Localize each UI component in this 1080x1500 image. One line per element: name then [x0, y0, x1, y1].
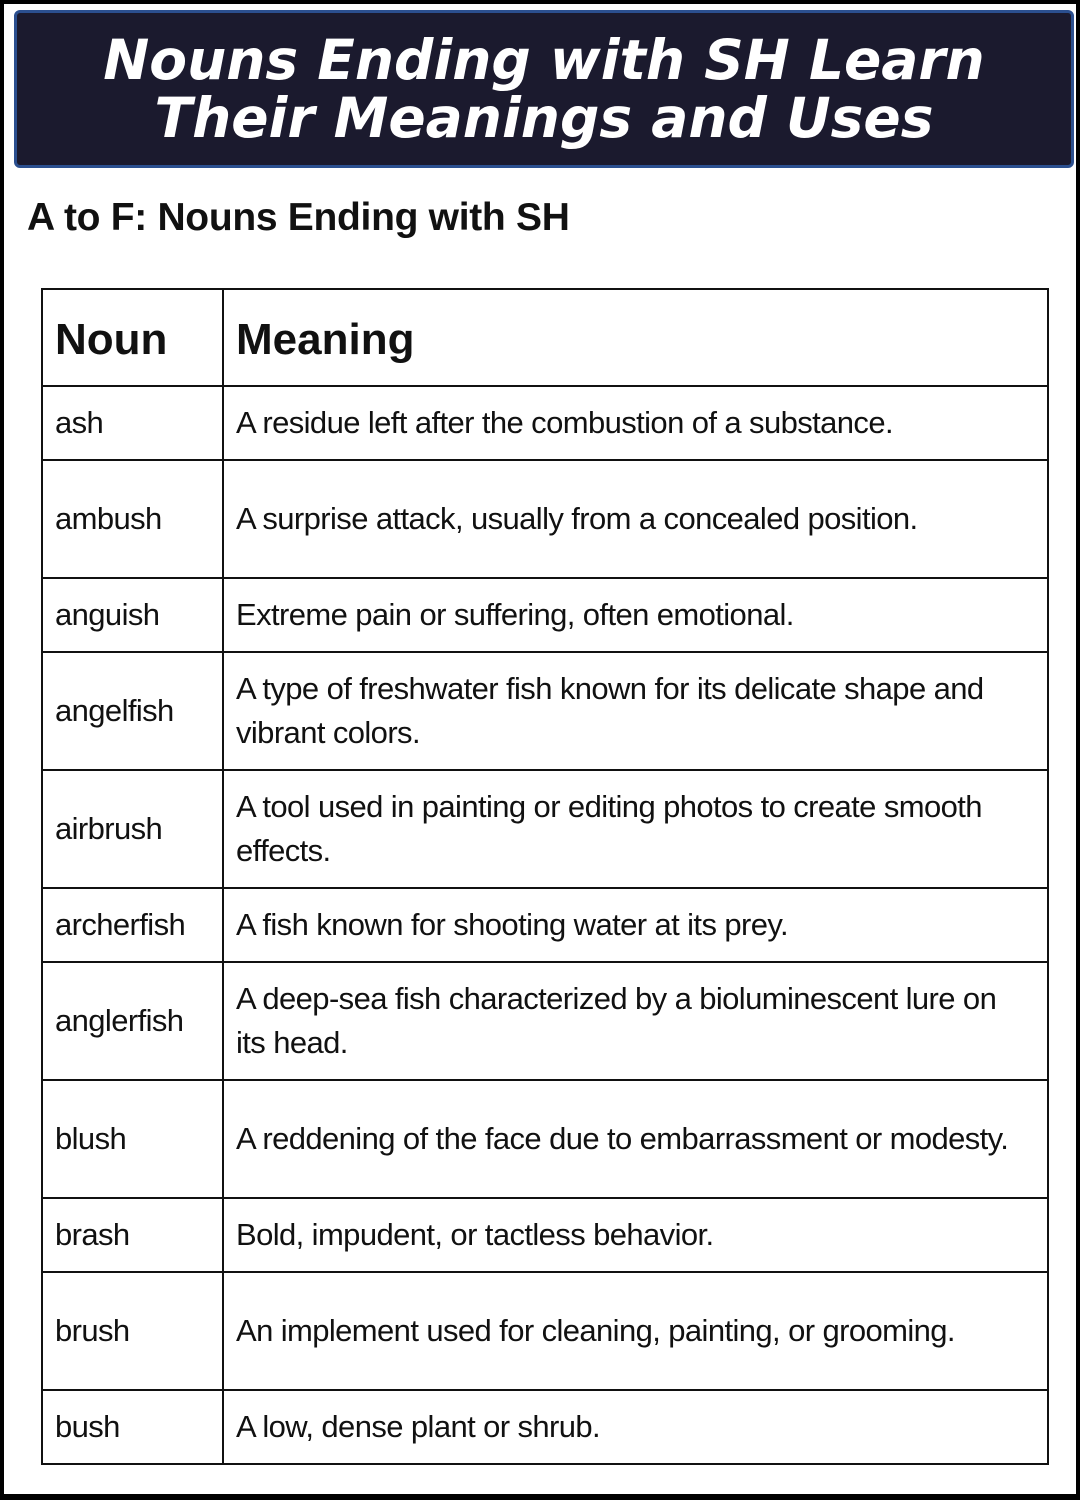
meaning-cell: An implement used for cleaning, painting, or grooming. — [223, 1272, 1048, 1390]
table-row — [42, 962, 1048, 1080]
noun-cell: brash — [42, 1198, 223, 1272]
table-row — [42, 770, 1048, 888]
page-title-line-1: Nouns Ending with SH Learn — [103, 28, 985, 92]
meaning-cell: A deep-sea fish characterized by a bioluminescent lure on its head. — [223, 962, 1048, 1080]
table-row — [42, 1080, 1048, 1198]
noun-cell: blush — [42, 1080, 223, 1198]
meaning-cell: A tool used in painting or editing photos to create smooth effects. — [223, 770, 1048, 888]
noun-cell: anglerfish — [42, 962, 223, 1080]
meaning-cell: Bold, impudent, or tactless behavior. — [223, 1198, 1048, 1272]
noun-cell: archerfish — [42, 888, 223, 962]
noun-cell: bush — [42, 1390, 223, 1464]
meaning-cell: A type of freshwater fish known for its delicate shape and vibrant colors. — [223, 652, 1048, 770]
meaning-cell: Extreme pain or suffering, often emotional. — [223, 578, 1048, 652]
noun-cell: ambush — [42, 460, 223, 578]
table-row — [42, 578, 1048, 652]
table-row — [42, 386, 1048, 460]
section-heading: A to F: Nouns Ending with SH — [27, 196, 570, 239]
noun-cell: angelfish — [42, 652, 223, 770]
noun-cell: anguish — [42, 578, 223, 652]
meaning-cell: A low, dense plant or shrub. — [223, 1390, 1048, 1464]
meaning-cell: A residue left after the combustion of a substance. — [223, 386, 1048, 460]
table-row — [42, 1390, 1048, 1464]
table-row — [42, 1198, 1048, 1272]
noun-cell: ash — [42, 386, 223, 460]
page-title-line-2: Their Meanings and Uses — [154, 86, 934, 150]
title-banner — [14, 10, 1074, 168]
table-row — [42, 652, 1048, 770]
meaning-cell: A fish known for shooting water at its prey. — [223, 888, 1048, 962]
table-row — [42, 460, 1048, 578]
table-row — [42, 1272, 1048, 1390]
table-row — [42, 888, 1048, 962]
column-header-noun: Noun — [42, 289, 223, 386]
meaning-cell: A reddening of the face due to embarrassment or modesty. — [223, 1080, 1048, 1198]
table-header-row — [42, 289, 1048, 386]
noun-cell: brush — [42, 1272, 223, 1390]
column-header-meaning: Meaning — [223, 289, 1048, 386]
noun-cell: airbrush — [42, 770, 223, 888]
meaning-cell: A surprise attack, usually from a concealed position. — [223, 460, 1048, 578]
nouns-table — [41, 288, 1049, 1465]
